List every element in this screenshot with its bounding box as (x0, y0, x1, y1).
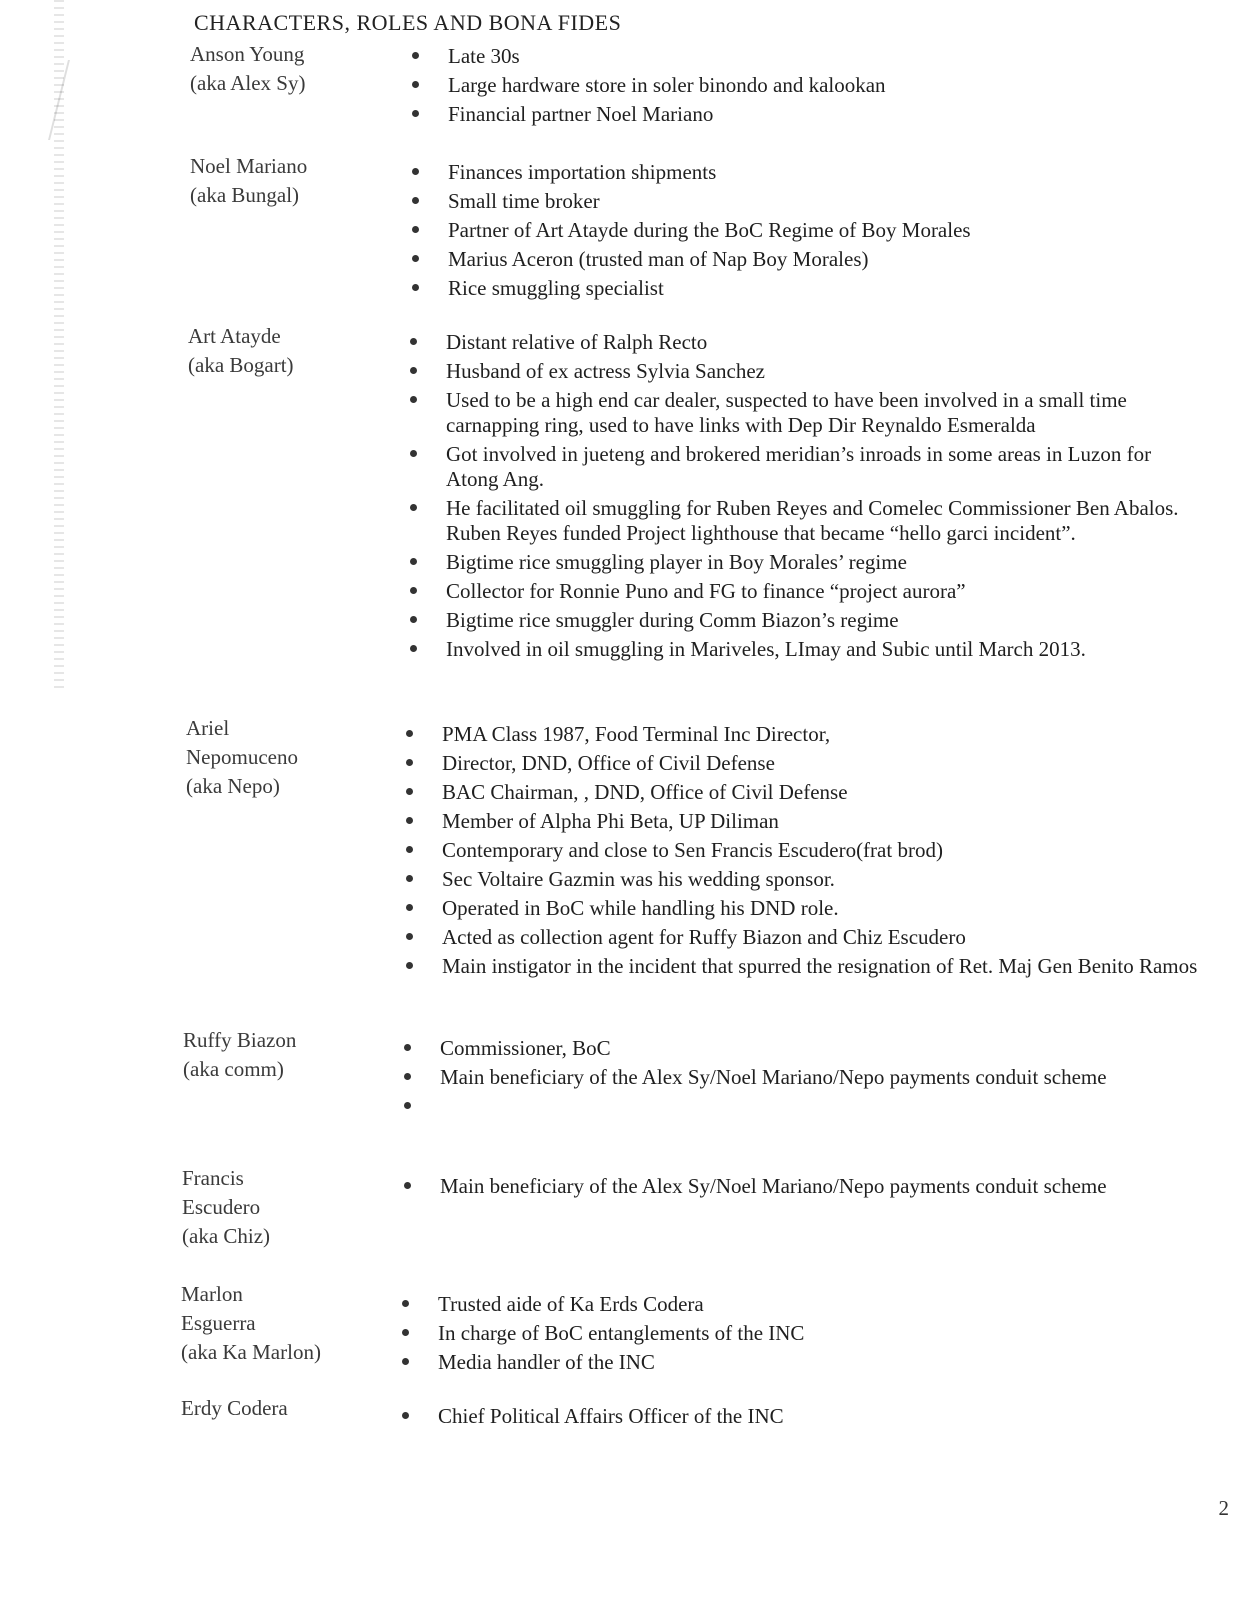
bullet-icon (404, 1182, 411, 1189)
role-item (406, 925, 1206, 950)
role-item (410, 550, 1180, 575)
role-text: Commissioner, BoC (440, 1036, 611, 1060)
role-list (412, 44, 972, 131)
role-item (412, 44, 972, 69)
bullet-icon (404, 1044, 411, 1051)
role-item (410, 388, 1180, 438)
bullet-icon (412, 284, 419, 291)
character-name: Marlon Esguerra (aka Ka Marlon) (181, 1282, 321, 1364)
bullet-icon (406, 904, 413, 911)
role-text: Small time broker (448, 189, 600, 213)
role-text: Large hardware store in soler binondo and kalookan (448, 73, 886, 97)
role-text: Rice smuggling specialist (448, 276, 664, 300)
role-item (412, 102, 972, 127)
page-number: 2 (1218, 1496, 1229, 1520)
role-item (406, 838, 1206, 863)
character-name: Art Atayde (aka Bogart) (188, 324, 294, 377)
role-item (410, 579, 1180, 604)
role-text: Husband of ex actress Sylvia Sanchez (446, 359, 765, 383)
role-text: Involved in oil smuggling in Mariveles, LImay and Subic until March 2013. (446, 637, 1086, 661)
character-name: Ariel Nepomuceno (aka Nepo) (186, 716, 298, 798)
role-item (410, 330, 1180, 355)
role-text: Chief Political Affairs Officer of the INC (438, 1404, 784, 1428)
character-name: Ruffy Biazon (aka comm) (183, 1028, 297, 1081)
bullet-icon (406, 875, 413, 882)
character-name: Erdy Codera (181, 1396, 288, 1420)
role-list (410, 330, 1180, 666)
role-item (410, 359, 1180, 384)
bullet-icon (406, 788, 413, 795)
role-text: Sec Voltaire Gazmin was his wedding sponsor. (442, 867, 835, 891)
role-item (404, 1094, 1164, 1119)
role-text: Main beneficiary of the Alex Sy/Noel Mariano/Nepo payments conduit scheme (440, 1174, 1107, 1198)
bullet-icon (410, 338, 417, 345)
role-item (402, 1292, 922, 1317)
role-item (412, 160, 1052, 185)
bullet-icon (410, 645, 417, 652)
bullet-icon (406, 730, 413, 737)
role-text: Bigtime rice smuggling player in Boy Morales’ regime (446, 550, 907, 574)
bullet-icon (410, 367, 417, 374)
role-item (404, 1065, 1164, 1090)
role-item (412, 276, 1052, 301)
bullet-icon (404, 1102, 411, 1109)
bullet-icon (402, 1300, 409, 1307)
bullet-icon (410, 450, 417, 457)
role-item (412, 218, 1052, 243)
role-item (410, 496, 1180, 546)
role-item (406, 751, 1206, 776)
bullet-icon (412, 81, 419, 88)
role-item (410, 637, 1180, 662)
bullet-icon (412, 110, 419, 117)
bullet-icon (412, 168, 419, 175)
bullet-icon (412, 52, 419, 59)
bullet-icon (410, 558, 417, 565)
role-item (412, 189, 1052, 214)
role-item (406, 867, 1206, 892)
bullet-icon (412, 197, 419, 204)
role-text: Bigtime rice smuggler during Comm Biazon’s regime (446, 608, 899, 632)
role-item (402, 1321, 922, 1346)
bullet-icon (410, 396, 417, 403)
bullet-icon (402, 1329, 409, 1336)
role-item (406, 780, 1206, 805)
role-item (406, 896, 1206, 921)
bullet-icon (410, 587, 417, 594)
role-list (404, 1174, 1164, 1203)
role-item (406, 722, 1206, 747)
role-item (406, 809, 1206, 834)
role-item (412, 73, 972, 98)
bullet-icon (402, 1358, 409, 1365)
role-text: Contemporary and close to Sen Francis Escudero(frat brod) (442, 838, 943, 862)
role-text: Got involved in jueteng and brokered meridian’s inroads in some areas in Luzon for Atong Ang. (446, 442, 1152, 491)
role-list (404, 1036, 1164, 1123)
role-text: Marius Aceron (trusted man of Nap Boy Morales) (448, 247, 869, 271)
role-text: Main instigator in the incident that spurred the resignation of Ret. Maj Gen Benito Ramos (442, 954, 1198, 978)
role-text: Acted as collection agent for Ruffy Biazon and Chiz Escudero (442, 925, 966, 949)
role-text: He facilitated oil smuggling for Ruben Reyes and Comelec Commissioner Ben Abalos. Ruben Reyes funded Project lighthouse that became “hello garci incident”. (446, 496, 1179, 545)
bullet-icon (410, 504, 417, 511)
role-text: Director, DND, Office of Civil Defense (442, 751, 775, 775)
role-text: Distant relative of Ralph Recto (446, 330, 708, 354)
role-text: Used to be a high end car dealer, suspected to have been involved in a small time carnapping ring, used to have links with Dep Dir Reynaldo Esmeralda (446, 388, 1127, 437)
role-text: Late 30s (448, 44, 520, 68)
bullet-icon (412, 255, 419, 262)
document-title: CHARACTERS, ROLES AND BONA FIDES (194, 10, 622, 35)
role-text: Financial partner Noel Mariano (448, 102, 714, 126)
character-name: Anson Young (aka Alex Sy) (190, 42, 306, 95)
bullet-icon (412, 226, 419, 233)
character-name: Noel Mariano (aka Bungal) (190, 154, 308, 207)
role-text: BAC Chairman, , DND, Office of Civil Defense (442, 780, 848, 804)
role-item (402, 1404, 922, 1429)
role-text: Main beneficiary of the Alex Sy/Noel Mariano/Nepo payments conduit scheme (440, 1065, 1107, 1089)
bullet-icon (402, 1412, 409, 1419)
role-text: Partner of Art Atayde during the BoC Regime of Boy Morales (448, 218, 971, 242)
role-text: Trusted aide of Ka Erds Codera (438, 1292, 704, 1316)
bullet-icon (406, 933, 413, 940)
role-item (406, 954, 1206, 979)
role-text: Member of Alpha Phi Beta, UP Diliman (442, 809, 779, 833)
role-text: Collector for Ronnie Puno and FG to finance “project aurora” (446, 579, 966, 603)
role-text: Finances importation shipments (448, 160, 717, 184)
bullet-icon (406, 962, 413, 969)
bullet-icon (406, 817, 413, 824)
role-item (410, 442, 1180, 492)
role-list (402, 1292, 922, 1379)
character-name: Francis Escudero (aka Chiz) (182, 1166, 271, 1248)
bullet-icon (406, 846, 413, 853)
bullet-icon (404, 1073, 411, 1080)
role-item (404, 1036, 1164, 1061)
role-text: Media handler of the INC (438, 1350, 655, 1374)
role-item (404, 1174, 1164, 1199)
role-list (402, 1404, 922, 1433)
role-item (402, 1350, 922, 1375)
role-list (412, 160, 1052, 305)
bullet-icon (410, 616, 417, 623)
role-item (412, 247, 1052, 272)
bullet-icon (406, 759, 413, 766)
role-item (410, 608, 1180, 633)
role-text: Operated in BoC while handling his DND role. (442, 896, 839, 920)
role-text: PMA Class 1987, Food Terminal Inc Director, (442, 722, 831, 746)
role-list (406, 722, 1206, 983)
role-text: In charge of BoC entanglements of the INC (438, 1321, 805, 1345)
